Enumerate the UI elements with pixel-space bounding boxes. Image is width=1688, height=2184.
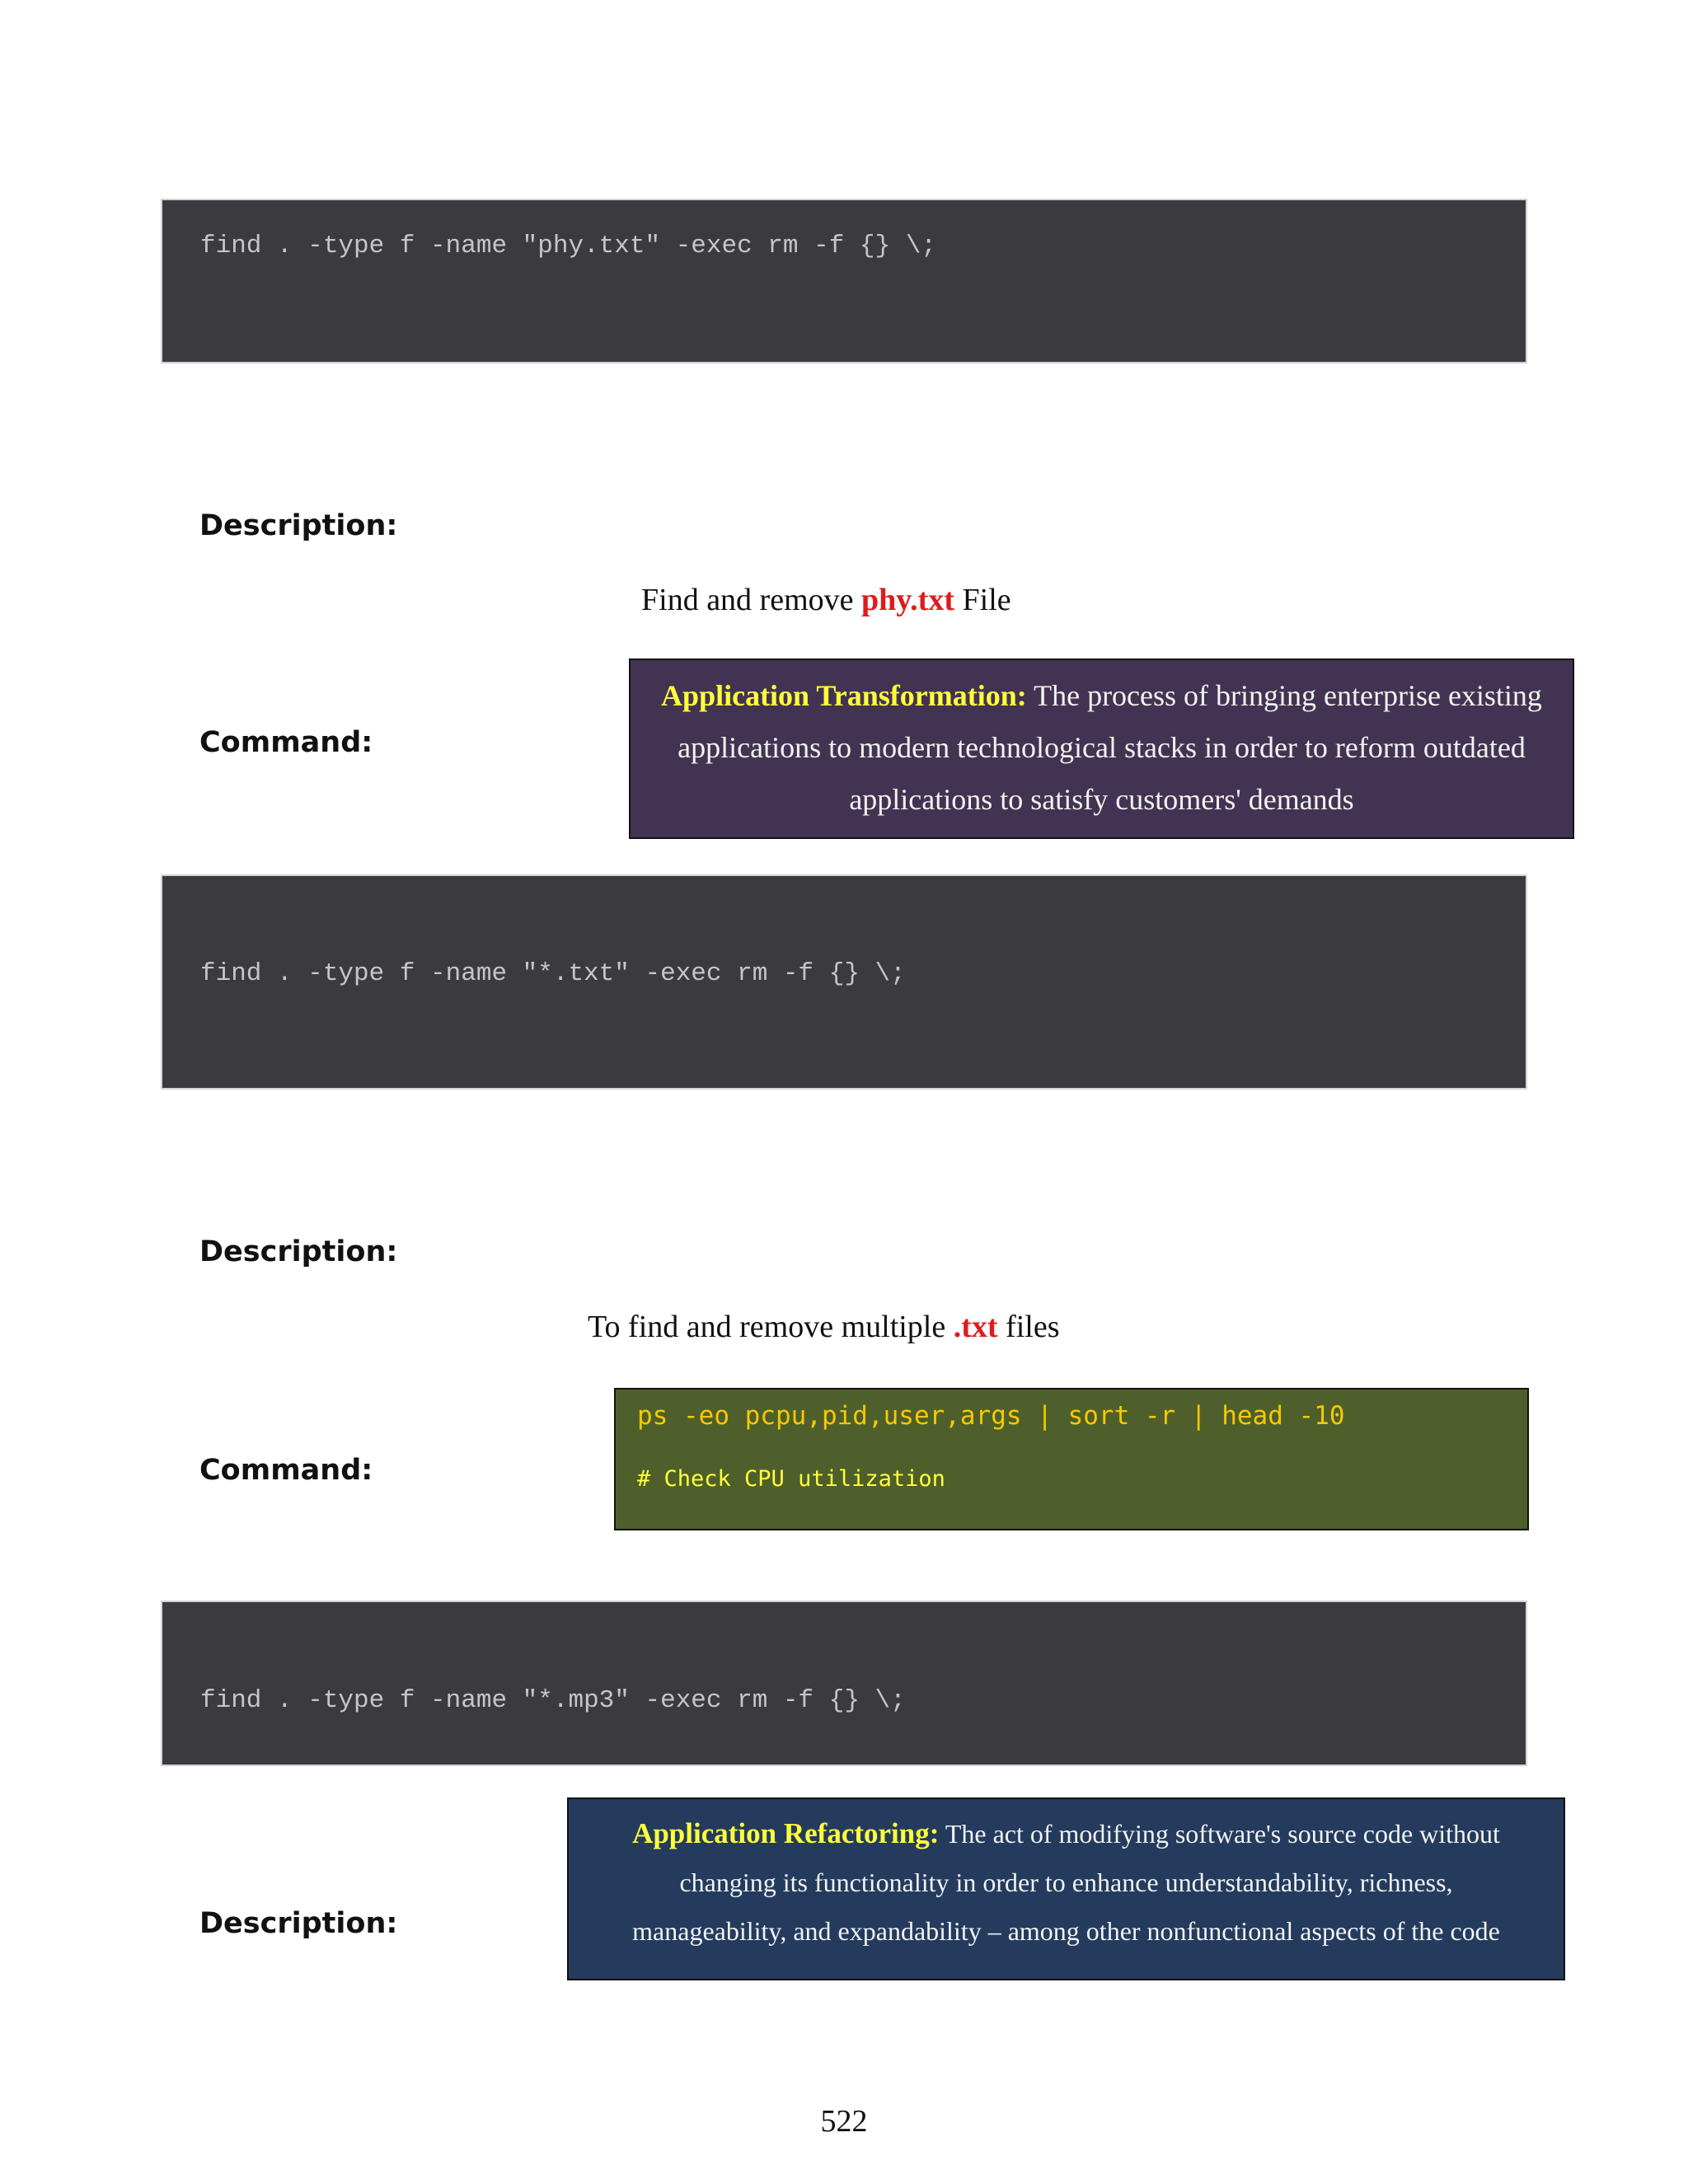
description-label-1: Description: bbox=[199, 509, 398, 542]
description-text-2-highlight: .txt bbox=[953, 1310, 998, 1344]
command-label-1: Command: bbox=[199, 726, 373, 759]
description-text-1-highlight: phy.txt bbox=[861, 583, 954, 617]
callout-transformation-line-1 bbox=[631, 670, 1573, 722]
code-block-2 bbox=[161, 874, 1527, 1090]
description-label-2: Description: bbox=[199, 1235, 398, 1268]
callout-application-transformation bbox=[629, 658, 1574, 839]
callout-refactoring-term: Application Refactoring: bbox=[632, 1817, 940, 1849]
cpu-comment-text: # Check CPU utilization bbox=[637, 1466, 945, 1492]
description-label-3: Description: bbox=[199, 1907, 398, 1940]
code-text-2: find . -type f -name "*.txt" -exec rm -f {} \; bbox=[200, 959, 906, 988]
description-text-1-before: Find and remove bbox=[641, 583, 862, 617]
cpu-utilization-box bbox=[614, 1388, 1529, 1530]
cpu-command-text: ps -eo pcpu,pid,user,args | sort -r | head -10 bbox=[637, 1401, 1345, 1431]
callout-transformation-line-2: applications to modern technological stacks in order to reform outdated bbox=[678, 731, 1526, 764]
description-text-2 bbox=[588, 1309, 1060, 1345]
callout-transformation-line-1-text: The process of bringing enterprise existing bbox=[1026, 679, 1542, 712]
code-text-1: find . -type f -name "phy.txt" -exec rm -f {} \; bbox=[200, 232, 936, 260]
callout-transformation-term: Application Transformation: bbox=[661, 679, 1027, 712]
description-text-1 bbox=[641, 582, 1011, 618]
description-text-2-after: files bbox=[997, 1310, 1060, 1344]
callout-refactoring-line-1-text: The act of modifying software's source code without bbox=[939, 1819, 1500, 1849]
code-block-3 bbox=[161, 1601, 1527, 1766]
code-text-3: find . -type f -name "*.mp3" -exec rm -f {} \; bbox=[200, 1686, 906, 1715]
callout-refactoring-line-2: changing its functionality in order to enhance understandability, richness, bbox=[679, 1868, 1453, 1897]
callout-refactoring-line-3: manageability, and expandability – among other nonfunctional aspects of the code bbox=[632, 1916, 1500, 1946]
callout-transformation-line-3: applications to satisfy customers' demands bbox=[849, 783, 1354, 816]
callout-refactoring-line-1 bbox=[569, 1809, 1564, 1858]
description-text-1-after: File bbox=[954, 583, 1011, 617]
code-block-1 bbox=[161, 199, 1527, 363]
page-number: 522 bbox=[820, 2104, 868, 2139]
description-text-2-before: To find and remove multiple bbox=[588, 1310, 954, 1344]
callout-application-refactoring bbox=[567, 1797, 1565, 1980]
command-label-2: Command: bbox=[199, 1454, 373, 1487]
